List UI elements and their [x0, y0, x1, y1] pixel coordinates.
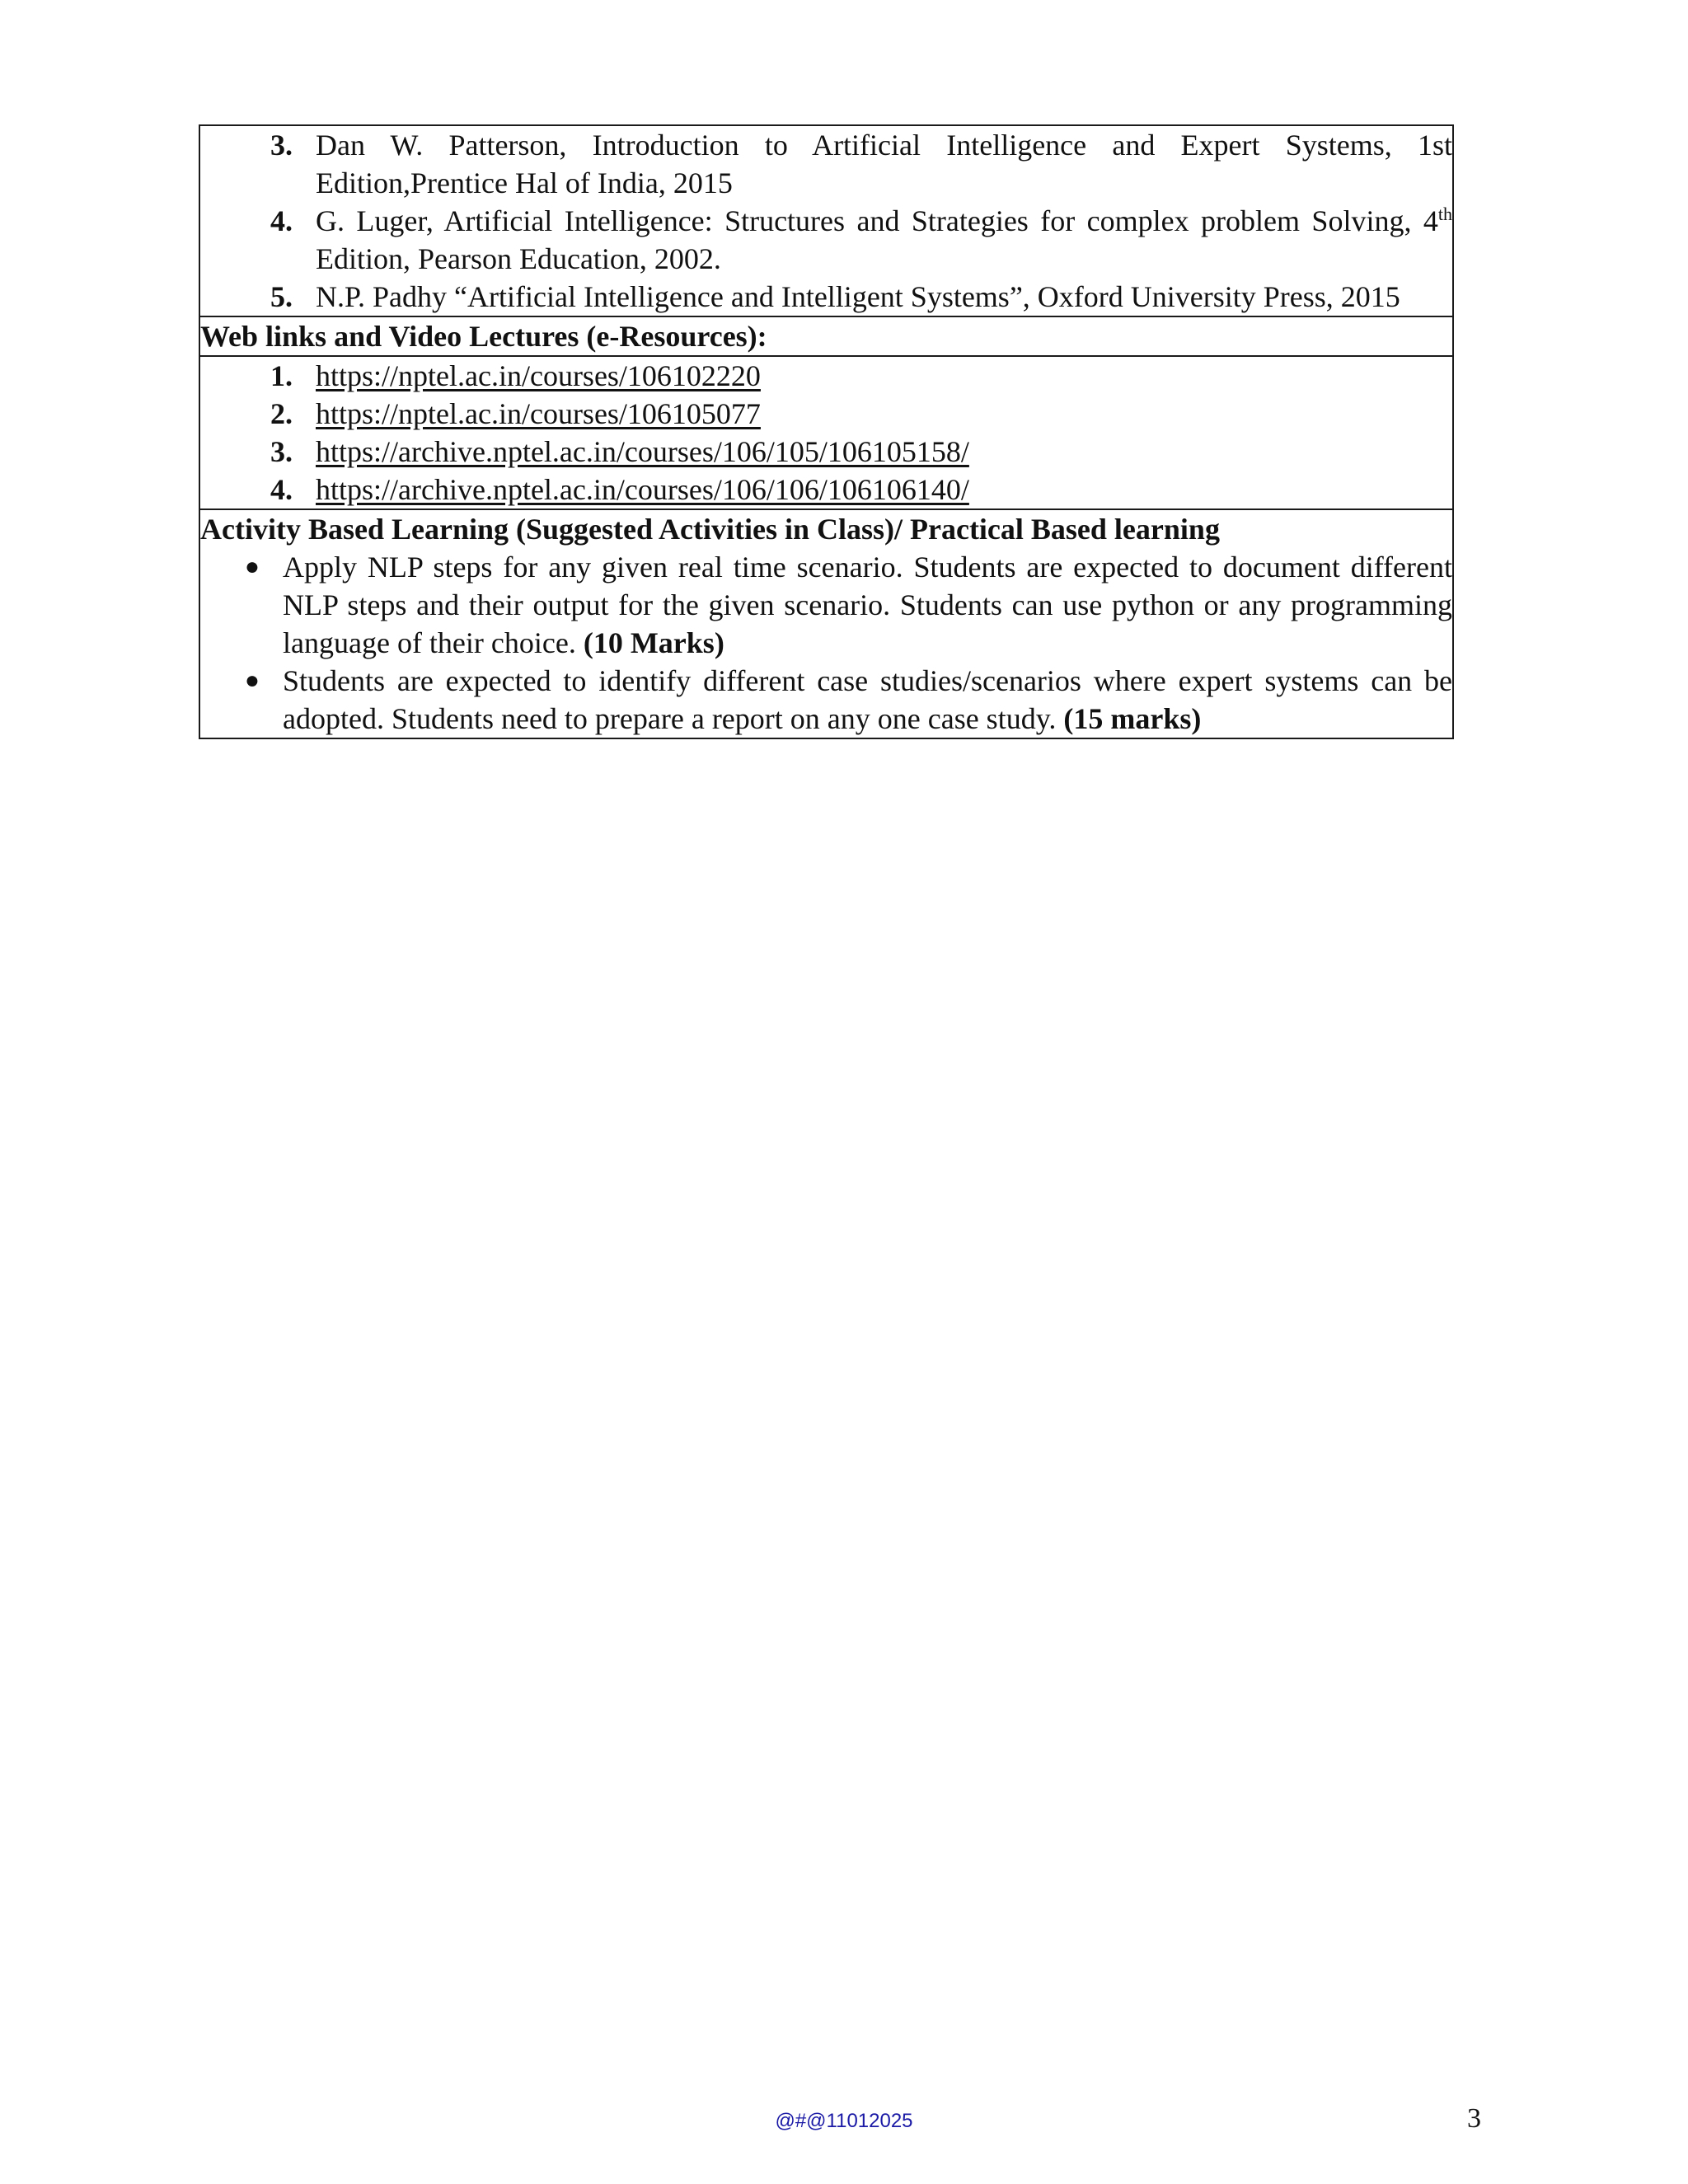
- web-link-number: 1.: [270, 359, 293, 392]
- web-link-number: 2.: [270, 397, 293, 430]
- reference-item: [200, 202, 1452, 278]
- web-link-number: 3.: [270, 435, 293, 468]
- web-link[interactable]: https://archive.nptel.ac.in/courses/106/105/106105158/: [316, 435, 969, 468]
- bullet-icon: ●: [244, 553, 260, 580]
- web-link[interactable]: https://archive.nptel.ac.in/courses/106/106/106106140/: [316, 473, 969, 506]
- page-number: 3: [1467, 2103, 1481, 2134]
- reference-item: [200, 126, 1452, 202]
- activity-item: [184, 662, 1452, 738]
- syllabus-table: [199, 124, 1454, 739]
- web-link-number: 4.: [270, 473, 293, 506]
- reference-text-part: G. Luger, Artificial Intelligence: Structures and Strategies for complex problem Solving, 4: [316, 204, 1438, 237]
- reference-number: 4.: [270, 204, 293, 237]
- reference-text: Dan W. Patterson, Introduction to Artificial Intelligence and Expert Systems, 1st Edition,Prentice Hal of India, 2015: [316, 129, 1452, 199]
- bullet-icon: ●: [244, 667, 260, 694]
- activity-heading: Activity Based Learning (Suggested Activities in Class)/ Practical Based learning: [200, 513, 1220, 546]
- reference-text-part: Edition, Pearson Education, 2002.: [316, 242, 721, 275]
- activity-list: [184, 548, 1452, 738]
- web-links-cell: [199, 356, 1453, 509]
- reference-number: 3.: [270, 129, 293, 162]
- activity-text: [283, 662, 1452, 738]
- web-link[interactable]: https://nptel.ac.in/courses/106105077: [316, 397, 761, 430]
- activity-cell: [199, 509, 1453, 738]
- web-link-item: [200, 395, 1452, 433]
- references-cell: [199, 125, 1453, 316]
- web-links-heading-row: [199, 316, 1453, 356]
- reference-text: N.P. Padhy “Artificial Intelligence and Intelligent Systems”, Oxford University Press, 2015: [316, 280, 1400, 313]
- web-link-item: [200, 433, 1452, 471]
- reference-superscript: th: [1437, 204, 1452, 224]
- web-links-list: [200, 357, 1452, 509]
- activity-marks: (15 marks): [1063, 702, 1202, 735]
- footer-code: @#@11012025: [775, 2110, 913, 2132]
- reference-item: [200, 278, 1452, 316]
- activity-description: Students are expected to identify different case studies/scenarios where expert systems can be adopted. Students need to prepare a report on any one case study.: [283, 664, 1452, 735]
- activity-description: Apply NLP steps for any given real time scenario. Students are expected to document different NLP steps and their output for the given scenario. Students can use python or any programming language of their choice.: [283, 551, 1452, 659]
- reference-number: 5.: [270, 280, 293, 313]
- reference-list: [200, 126, 1452, 316]
- web-links-heading: Web links and Video Lectures (e-Resources):: [199, 316, 1453, 356]
- activity-item: [184, 548, 1452, 662]
- web-link[interactable]: https://nptel.ac.in/courses/106102220: [316, 359, 761, 392]
- web-link-item: [200, 357, 1452, 395]
- references-row: [199, 125, 1453, 316]
- activity-row: [199, 509, 1453, 738]
- reference-text: [316, 202, 1452, 278]
- activity-marks: (10 Marks): [583, 626, 724, 659]
- web-links-row: [199, 356, 1453, 509]
- activity-text: [283, 548, 1452, 662]
- web-link-item: [200, 471, 1452, 509]
